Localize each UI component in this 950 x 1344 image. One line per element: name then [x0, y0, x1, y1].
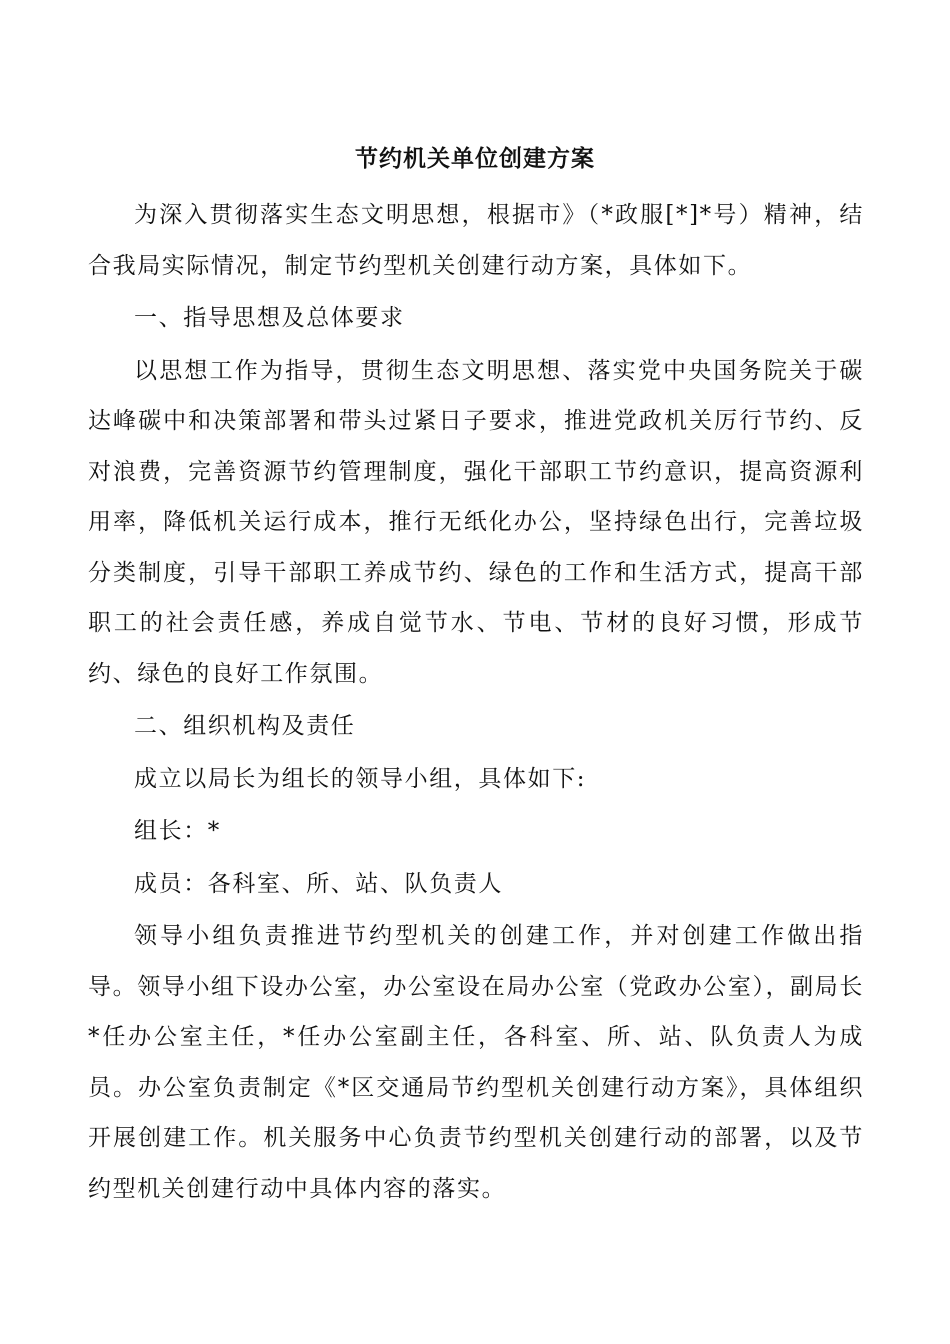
section-heading-1: 一、指导思想及总体要求 [134, 305, 405, 331]
document-body [88, 190, 864, 1214]
intro-paragraph: 为深入贯彻落实生态文明思想，根据市》（*政服[*]*号）精神，结合我局实际情况，制定节约型机关创建行动方案，具体如下。 [88, 202, 864, 279]
responsibility-paragraph: 领导小组负责推进节约型机关的创建工作，并对创建工作做出指导。领导小组下设办公室，办公室设在局办公室（党政办公室），副局长*任办公室主任，*任办公室副主任，各科室、所、站、队负责人为成员。办公室负责制定《*区交通局节约型机关创建行动方案》，具体组织开展创建工作。机关服务中心负责节约型机关创建行动的部署，以及节约型机关创建行动中具体内容的落实。 [88, 923, 864, 1202]
leading-group-paragraph: 成立以局长为组长的领导小组，具体如下: [134, 765, 587, 792]
document-title: 节约机关单位创建方案 [355, 145, 595, 172]
guiding-thought-paragraph: 以思想工作为指导，贯彻生态文明思想、落实党中央国务院关于碳达峰碳中和决策部署和带头过紧日子要求，推进党政机关厉行节约、反对浪费，完善资源节约管理制度，强化干部职工节约意识，提高资源利用率，降低机关运行成本，推行无纸化办公，坚持绿色出行，完善垃圾分类制度，引导干部职工养成节约、绿色的工作和生活方式，提高干部职工的社会责任感，养成自觉节水、节电、节材的良好习惯，形成节约、绿色的良好工作氛围。 [88, 357, 864, 687]
section-heading-2: 二、组织机构及责任 [134, 713, 356, 739]
group-leader-line: 组长：* [134, 818, 221, 844]
group-members-line: 成员：各科室、所、站、队负责人 [134, 870, 503, 897]
